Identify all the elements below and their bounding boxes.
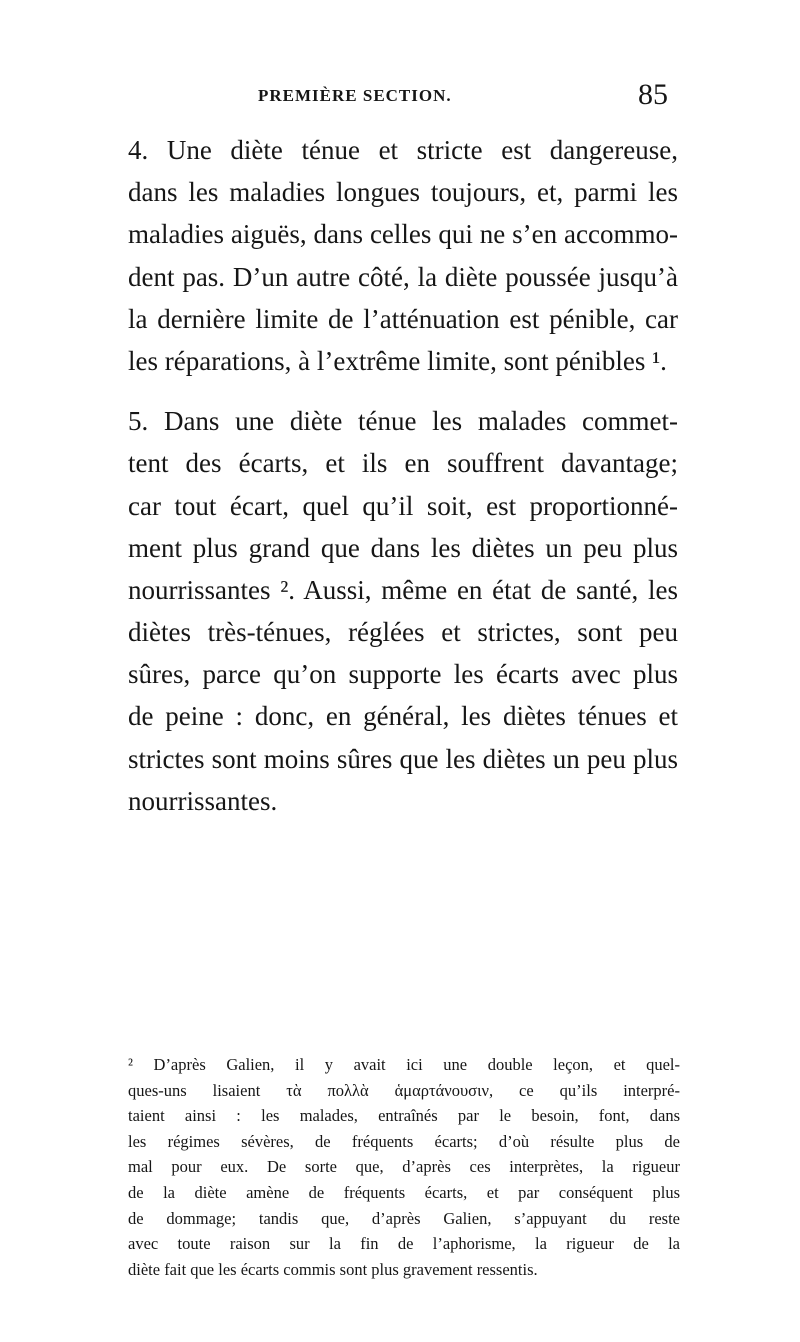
footnote-line: mal pour eux. De sorte que, d’après ces interprètes, la rigueur (128, 1157, 680, 1177)
main-text (128, 129, 678, 822)
text-line: 4. Une diète ténue et stricte est dangereuse, (128, 135, 678, 165)
text-line: dans les maladies longues toujours, et, parmi les (128, 177, 678, 208)
footnote-line: diète fait que les écarts commis sont plus gravement ressentis. (128, 1259, 538, 1279)
footnote-line: taient ainsi : les malades, entraînés par le besoin, font, dans (128, 1106, 680, 1126)
text-line: 5. Dans une diète ténue les malades commet- (128, 406, 678, 437)
text-line: les réparations, à l’extrême limite, sont pénibles ¹. (128, 345, 667, 376)
footnote-line: ² D’après Galien, il y avait ici une double leçon, et quel- (128, 1055, 680, 1074)
footnote-line: avec toute raison sur la fin de l’aphorisme, la rigueur de la (128, 1234, 680, 1254)
text-line: nourrissantes ². Aussi, même en état de santé, les (128, 574, 678, 605)
text-line: ment plus grand que dans les diètes un peu plus (128, 532, 678, 563)
footnote-line: de dommage; tandis que, d’après Galien, s’appuyant du reste (128, 1208, 680, 1228)
paragraph-gap (128, 382, 678, 400)
footnote-block (128, 1052, 680, 1282)
paragraph-5 (128, 400, 678, 822)
text-line: maladies aiguës, dans celles qui ne s’en accommo- (128, 219, 678, 250)
running-title: PREMIÈRE SECTION. (258, 86, 452, 105)
text-line: de peine : donc, en général, les diètes ténues et (128, 701, 678, 732)
text-line: dent pas. D’un autre côté, la diète poussée jusqu’à (128, 261, 678, 292)
footnote-line: de la diète amène de fréquents écarts, et par conséquent plus (128, 1182, 680, 1202)
text-line: car tout écart, quel qu’il soit, est proportionné- (128, 490, 678, 521)
footnote-line: ques-uns lisaient τὰ πολλὰ ἁμαρτάνουσιν, ce qu’ils interpré- (128, 1080, 680, 1100)
running-head (0, 78, 800, 111)
text-line: la dernière limite de l’atténuation est pénible, car (128, 303, 678, 334)
text-line: tent des écarts, et ils en souffrent davantage; (128, 448, 678, 479)
text-line: nourrissantes. (128, 785, 278, 816)
footnote-line: les régimes sévères, de fréquents écarts; d’où résulte plus de (128, 1131, 680, 1151)
paragraph-4 (128, 129, 678, 382)
text-line: sûres, parce qu’on supporte les écarts avec plus (128, 659, 678, 690)
text-line: strictes sont moins sûres que les diètes un peu plus (128, 743, 678, 774)
text-line: diètes très-ténues, réglées et strictes, sont peu (128, 617, 678, 648)
page-number: 85 (638, 78, 668, 111)
